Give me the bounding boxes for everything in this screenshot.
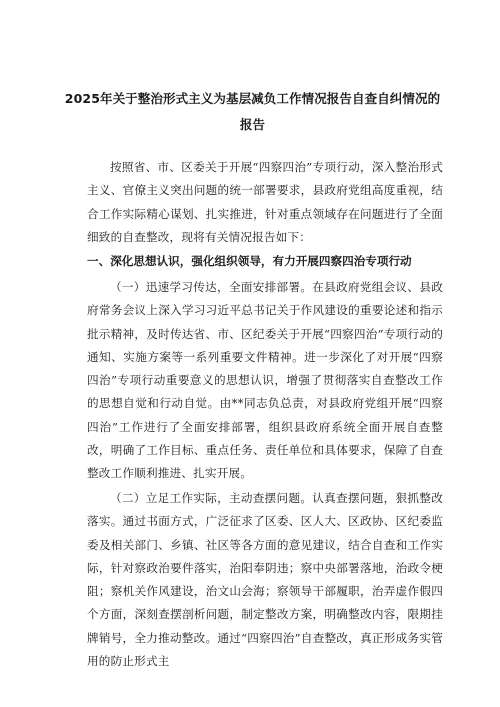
document-title [60, 86, 445, 138]
title-line-1: 2025年关于整治形式主义为基层减负工作情况报告自查自纠情况的 [64, 91, 441, 106]
paragraph-2 [87, 487, 443, 673]
paragraph-1 [87, 276, 443, 486]
paragraph-2-lead: （二）立足工作实际，主动查摆问题。 [110, 491, 313, 505]
title-line-2: 报告 [239, 117, 266, 132]
paragraph-1-lead: （一）迅速学习传达，全面安排部署。 [110, 280, 313, 294]
paragraph-2-body: 认真查摆问题，狠抓整改落实。通过书面方式，广泛征求了区委、区人大、区政协、区纪委监委及相关部门、乡镇、社区等各方面的意见建议，结合自查和工作实际，针对察政治要件落实，治阳奉阴违；察中央部署落地，治政令梗阻；察机关作风建设，治文山会海；察领导干部履职，治弄虚作假四个方面，深刻查摆剖析问题，制定整改方案，明确整改内容，限期挂牌销号，全力推动整改。通过“四察四治”自查整改，真正形成务实管用的防止形式主 [87, 491, 444, 669]
paragraph-1-body: 在县政府党组会议、县政府常务会议上深入学习习近平总书记关于作风建设的重要论述和指示批示精神，及时传达省、市、区纪委关于开展“四察四治”专项行动的通知、实施方案等一系列重要文件精神。进一步深化了对开展“四察四治”专项行动重要意义的思想认识，增强了贯彻落实自查整改工作的思想自觉和行动自觉。由**同志负总责，对县政府党组开展“四察四治”工作进行了全面安排部署，组织县政府系统全面开展自查整改，明确了工作目标、重点任务、责任单位和具体要求，保障了自查整改工作顺利推进、扎实开展。 [87, 280, 444, 481]
intro-paragraph: 按照省、市、区委关于开展“四察四治”专项行动，深入整治形式主义、官僚主义突出问题的统一部署要求，县政府党组高度重视，结合工作实际精心谋划、扎实推进，针对重点领域存在问题进行了全面细致的自查整改，现将有关情况报告如下： [87, 160, 443, 244]
section-1-heading: 一、深化思想认识，强化组织领导，有力开展四察四治专项行动 [87, 254, 412, 268]
